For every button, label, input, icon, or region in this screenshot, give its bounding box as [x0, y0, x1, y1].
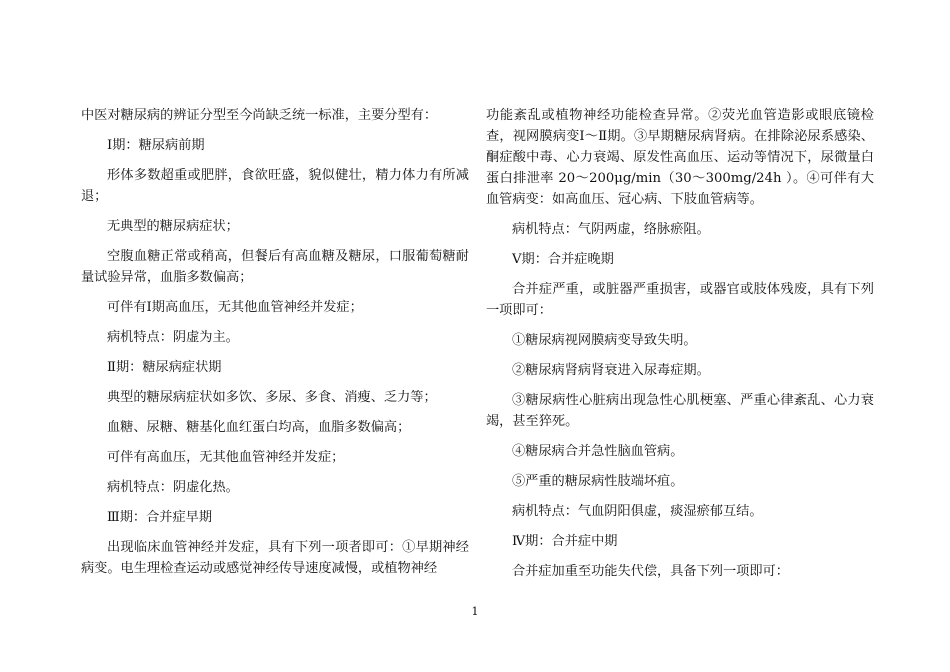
paragraph: 空腹血糖正常或稍高，但餐后有高血糖及糖尿，口服葡萄糖耐量试验异常，血脂多数偏高；: [81, 249, 469, 285]
paragraph: 可伴有高血压，无其他血管神经并发症；: [107, 450, 345, 465]
stage-2-heading: Ⅱ期：糖尿病症状期: [107, 360, 222, 375]
page-number: 1: [471, 605, 479, 618]
list-item: ⑤严重的糖尿病性肢端坏疽。: [512, 474, 684, 489]
stage-1-heading: Ⅰ期：糖尿病前期: [107, 138, 205, 153]
stage-4-heading: Ⅳ期：合并症中期: [512, 534, 618, 549]
paragraph: 血糖、尿糖、糖基化血红蛋白均高，血脂多数偏高；: [107, 420, 411, 435]
continued-paragraph: 功能紊乱或植物神经功能检查异常。②荧光血管造影或眼底镜检查，视网膜病变Ⅰ～Ⅱ期。③早期糖尿病肾病。在排除泌尿系感染、酮症酸中毒、心力衰竭、原发性高血压、运动等情况下，尿微量白蛋白排泄率 20～200μg/min（30～300mg/24h ）。④可伴有大血管病变：如高血压、冠心病、下肢血管病等。: [486, 108, 874, 207]
stage-3-heading: Ⅲ期：合并症早期: [107, 510, 213, 525]
paragraph: 无典型的糖尿病症状；: [107, 219, 239, 234]
paragraph: 合并症加重至功能失代偿，具备下列一项即可：: [512, 564, 789, 579]
list-item: ④糖尿病合并急性脑血管病。: [512, 444, 684, 459]
intro-paragraph: 中医对糖尿病的辨证分型至今尚缺乏统一标准，主要分型有：: [81, 108, 438, 123]
left-column: [81, 105, 469, 588]
stage-5-heading: Ⅴ期：合并症晚期: [512, 252, 614, 267]
paragraph: 形体多数超重或肥胖，食欲旺盛，貌似健壮，精力体力有所减退；: [81, 168, 469, 204]
pathogenesis-paragraph: 病机特点：阴虚为主。: [107, 330, 239, 345]
paragraph: 可伴有Ⅰ期高血压，无其他血管神经并发症；: [107, 300, 363, 315]
pathogenesis-paragraph: 病机特点：气血阴阳俱虚，痰湿瘀郁互结。: [512, 504, 763, 519]
list-item: ①糖尿病视网膜病变导致失明。: [512, 333, 697, 348]
list-item: ②糖尿病肾病肾衰进入尿毒症期。: [512, 363, 710, 378]
pathogenesis-paragraph: 病机特点：阴虚化热。: [107, 480, 239, 495]
paragraph: 合并症严重，或脏器严重损害，或器官或肢体残废，具有下列一项即可：: [486, 282, 874, 318]
right-column: [486, 105, 874, 591]
pathogenesis-paragraph: 病机特点：气阴两虚，络脉瘀阻。: [512, 222, 710, 237]
paragraph: 出现临床血管神经并发症，具有下列一项者即可：①早期神经病变。电生理检查运动或感觉神经传导速度减慢，或植物神经: [81, 540, 469, 576]
paragraph: 典型的糖尿病症状如多饮、多尿、多食、消瘦、乏力等；: [107, 390, 437, 405]
list-item: ③糖尿病性心脏病出现急性心肌梗塞、严重心律紊乱、心力衰竭，甚至猝死。: [486, 393, 874, 429]
